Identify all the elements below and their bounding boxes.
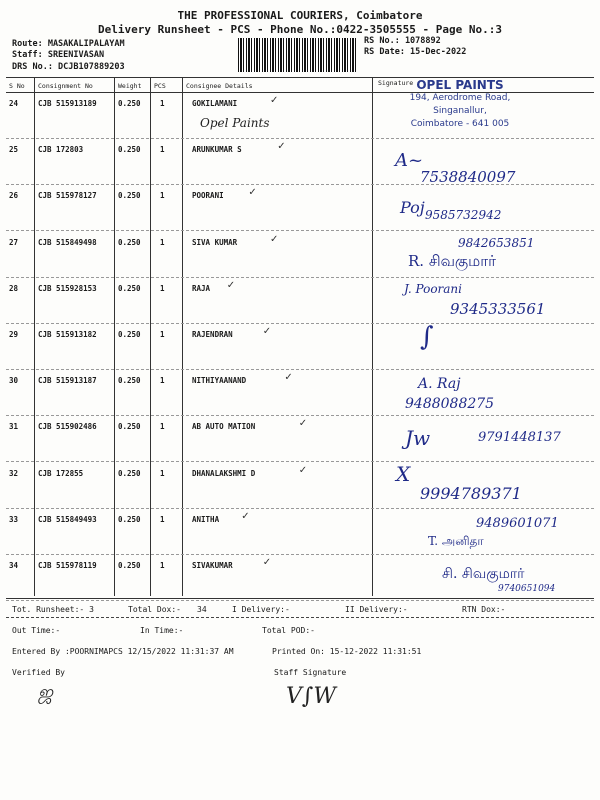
handwritten-signature: T. அனிதா	[428, 534, 484, 548]
handwritten-phone: 9994789371	[420, 484, 522, 503]
row-pcs: 1	[160, 468, 165, 478]
row-consignment-no: CJB 515849493	[38, 514, 97, 524]
check-mark-icon: ✓	[262, 326, 272, 337]
rs-date: RS Date: 15-Dec-2022	[364, 47, 467, 57]
handwritten-signature: X	[396, 462, 411, 486]
handwritten-phone: 9791448137	[478, 430, 561, 445]
total-dox-value: 34	[197, 605, 207, 614]
row-consignee: ANITHA	[192, 514, 220, 524]
row-pcs: 1	[160, 422, 165, 432]
rtn-dox: RTN Dox:-	[462, 605, 506, 614]
col-weight: Weight	[118, 82, 142, 90]
company-title: THE PROFESSIONAL COURIERS, Coimbatore	[177, 9, 423, 22]
table-row	[6, 185, 594, 231]
verified-by: Verified By	[12, 668, 65, 677]
check-mark-icon: ✓	[262, 557, 272, 568]
row-pcs: 1	[160, 283, 165, 293]
stamp-line: Coimbatore - 641 005	[410, 119, 510, 129]
stamp-line: 194, Aerodrome Road,	[409, 93, 511, 103]
tot-runsheet: Tot. Runsheet:- 3	[12, 605, 94, 614]
handwritten-phone: 7538840097	[420, 168, 516, 186]
handwritten-signature: சி. சிவகுமார்	[442, 566, 525, 582]
row-sno: 33	[9, 514, 19, 524]
row-consignment-no: CJB 515913187	[38, 376, 97, 386]
row-weight: 0.250	[118, 422, 141, 432]
rs-number: RS No.: 1078892	[364, 36, 441, 46]
col-signature: Signature	[378, 79, 414, 87]
handwritten-signature: R. சிவகுமார்	[408, 252, 496, 270]
table-row	[6, 324, 594, 370]
handwritten-phone: 9740651094	[498, 584, 556, 594]
row-sno: 25	[9, 145, 19, 155]
row-weight: 0.250	[118, 514, 141, 524]
opel-paints-stamp	[390, 78, 530, 131]
row-consignment-no: CJB 515902486	[38, 422, 97, 432]
row-weight: 0.250	[118, 376, 141, 386]
row-sno: 34	[9, 561, 19, 570]
row-consignment-no: CJB 515849498	[38, 237, 97, 247]
row-weight: 0.250	[118, 191, 141, 201]
row-consignee: NITHIYAANAND	[192, 376, 247, 386]
check-mark-icon: ✓	[298, 464, 308, 476]
row-pcs: 1	[160, 376, 165, 386]
route-label: Route: MASAKALIPALAYAM	[12, 39, 125, 49]
total-pod: Total POD:-	[262, 626, 315, 635]
staff-signature: V∫W	[286, 684, 336, 709]
row-consignee: RAJA	[192, 283, 211, 293]
row-sno: 30	[9, 376, 19, 386]
row-sno: 26	[9, 191, 19, 201]
row-weight: 0.250	[118, 283, 141, 293]
printed-on: Printed On: 15-12-2022 11:31:51	[272, 647, 422, 656]
row-consignment-no: CJB 515978127	[38, 191, 97, 201]
handwritten-phone: 9345333561	[450, 300, 546, 318]
check-mark-icon: ✓	[241, 510, 250, 522]
row-weight: 0.250	[118, 145, 141, 155]
handwritten-signature: J. Poorani	[404, 282, 463, 296]
row-weight: 0.250	[118, 561, 141, 570]
row-pcs: 1	[160, 561, 165, 570]
row-sno: 29	[9, 330, 19, 339]
row-consignee: SIVAKUMAR	[192, 561, 233, 570]
row-consignee: RAJENDRAN	[192, 330, 233, 339]
row-pcs: 1	[160, 330, 165, 339]
row-consignment-no: CJB 515913182	[38, 330, 97, 339]
row-consignee: AB AUTO MATION	[192, 422, 256, 432]
row-divider	[6, 600, 594, 601]
check-mark-icon: ✓	[226, 279, 236, 291]
staff-signature-label: Staff Signature	[274, 668, 347, 677]
stamp-name: OPEL PAINTS	[416, 78, 504, 92]
entered-by: Entered By :POORNIMAPCS 12/15/2022 11:31:37 AM	[12, 647, 234, 656]
handwritten-signature: ∫	[420, 322, 434, 352]
handwritten-phone: 9585732942	[425, 208, 502, 222]
row-consignee: DHANALAKSHMI D	[192, 468, 256, 478]
check-mark-icon: ✓	[298, 418, 308, 430]
row-pcs: 1	[160, 514, 165, 524]
row-consignee: SIVA KUMAR	[192, 237, 238, 247]
ii-delivery: II Delivery:-	[345, 605, 408, 614]
row-sno: 32	[9, 468, 19, 478]
row-pcs: 1	[160, 237, 165, 247]
i-delivery: I Delivery:-	[232, 605, 290, 614]
handwritten-signature: A~	[395, 150, 424, 171]
table-bottom-rule	[6, 598, 594, 599]
stamp-line: Singanallur,	[433, 106, 487, 116]
staff-label: Staff: SREENIVASAN	[12, 50, 105, 60]
footer-rule	[6, 617, 594, 618]
row-sno: 27	[9, 237, 19, 247]
handwritten-signature: A. Raj	[418, 376, 461, 392]
handwritten-signature: Poj	[400, 198, 425, 217]
row-weight: 0.250	[118, 237, 141, 247]
handwritten-phone: 9489601071	[476, 516, 559, 531]
row-pcs: 1	[160, 191, 165, 201]
col-consignee: Consignee Details	[186, 82, 253, 90]
row-pcs: 1	[160, 99, 165, 108]
handwritten-phone: 9842653851	[458, 236, 535, 250]
col-consignment: Consignment No	[38, 82, 93, 90]
row-consignee: GOKILAMANI	[192, 99, 238, 108]
check-mark-icon: ✓	[277, 141, 286, 153]
row-sno: 28	[9, 283, 19, 293]
row-consignment-no: CJB 172855	[38, 468, 84, 478]
out-time: Out Time:-	[12, 626, 61, 635]
row-pcs: 1	[160, 145, 165, 155]
row-sno: 24	[9, 99, 19, 108]
verifier-signature: ஜ	[38, 682, 54, 703]
row-sno: 31	[9, 422, 19, 432]
row-weight: 0.250	[118, 330, 141, 339]
row-consignment-no: CJB 515928153	[38, 283, 97, 293]
col-sno: S No	[9, 82, 25, 90]
row-consignment-no: CJB 515978119	[38, 561, 97, 570]
check-mark-icon: ✓	[270, 95, 279, 106]
row-consignee: POORANI	[192, 191, 224, 201]
check-mark-icon: ✓	[284, 372, 293, 384]
col-pcs: PCS	[154, 82, 166, 90]
in-time: In Time:-	[140, 626, 184, 635]
handwritten-signature: Jw	[405, 426, 431, 450]
table-row	[6, 370, 594, 416]
total-dox-label: Total Dox:-	[128, 605, 181, 614]
check-mark-icon: ✓	[248, 187, 257, 199]
barcode	[238, 38, 356, 72]
row-weight: 0.250	[118, 99, 141, 108]
runsheet-subtitle: Delivery Runsheet - PCS - Phone No.:0422-3505555 - Page No.:3	[98, 23, 502, 36]
row-consignment-no: CJB 515913189	[38, 99, 97, 108]
row-consignment-no: CJB 172803	[38, 145, 84, 155]
row-weight: 0.250	[118, 468, 141, 478]
check-mark-icon: ✓	[270, 233, 279, 245]
handwritten-note: Opel Paints	[200, 116, 270, 130]
handwritten-phone: 9488088275	[405, 396, 495, 412]
row-consignee: ARUNKUMAR S	[192, 145, 242, 155]
drs-number: DRS No.: DCJB107889203	[12, 62, 125, 72]
